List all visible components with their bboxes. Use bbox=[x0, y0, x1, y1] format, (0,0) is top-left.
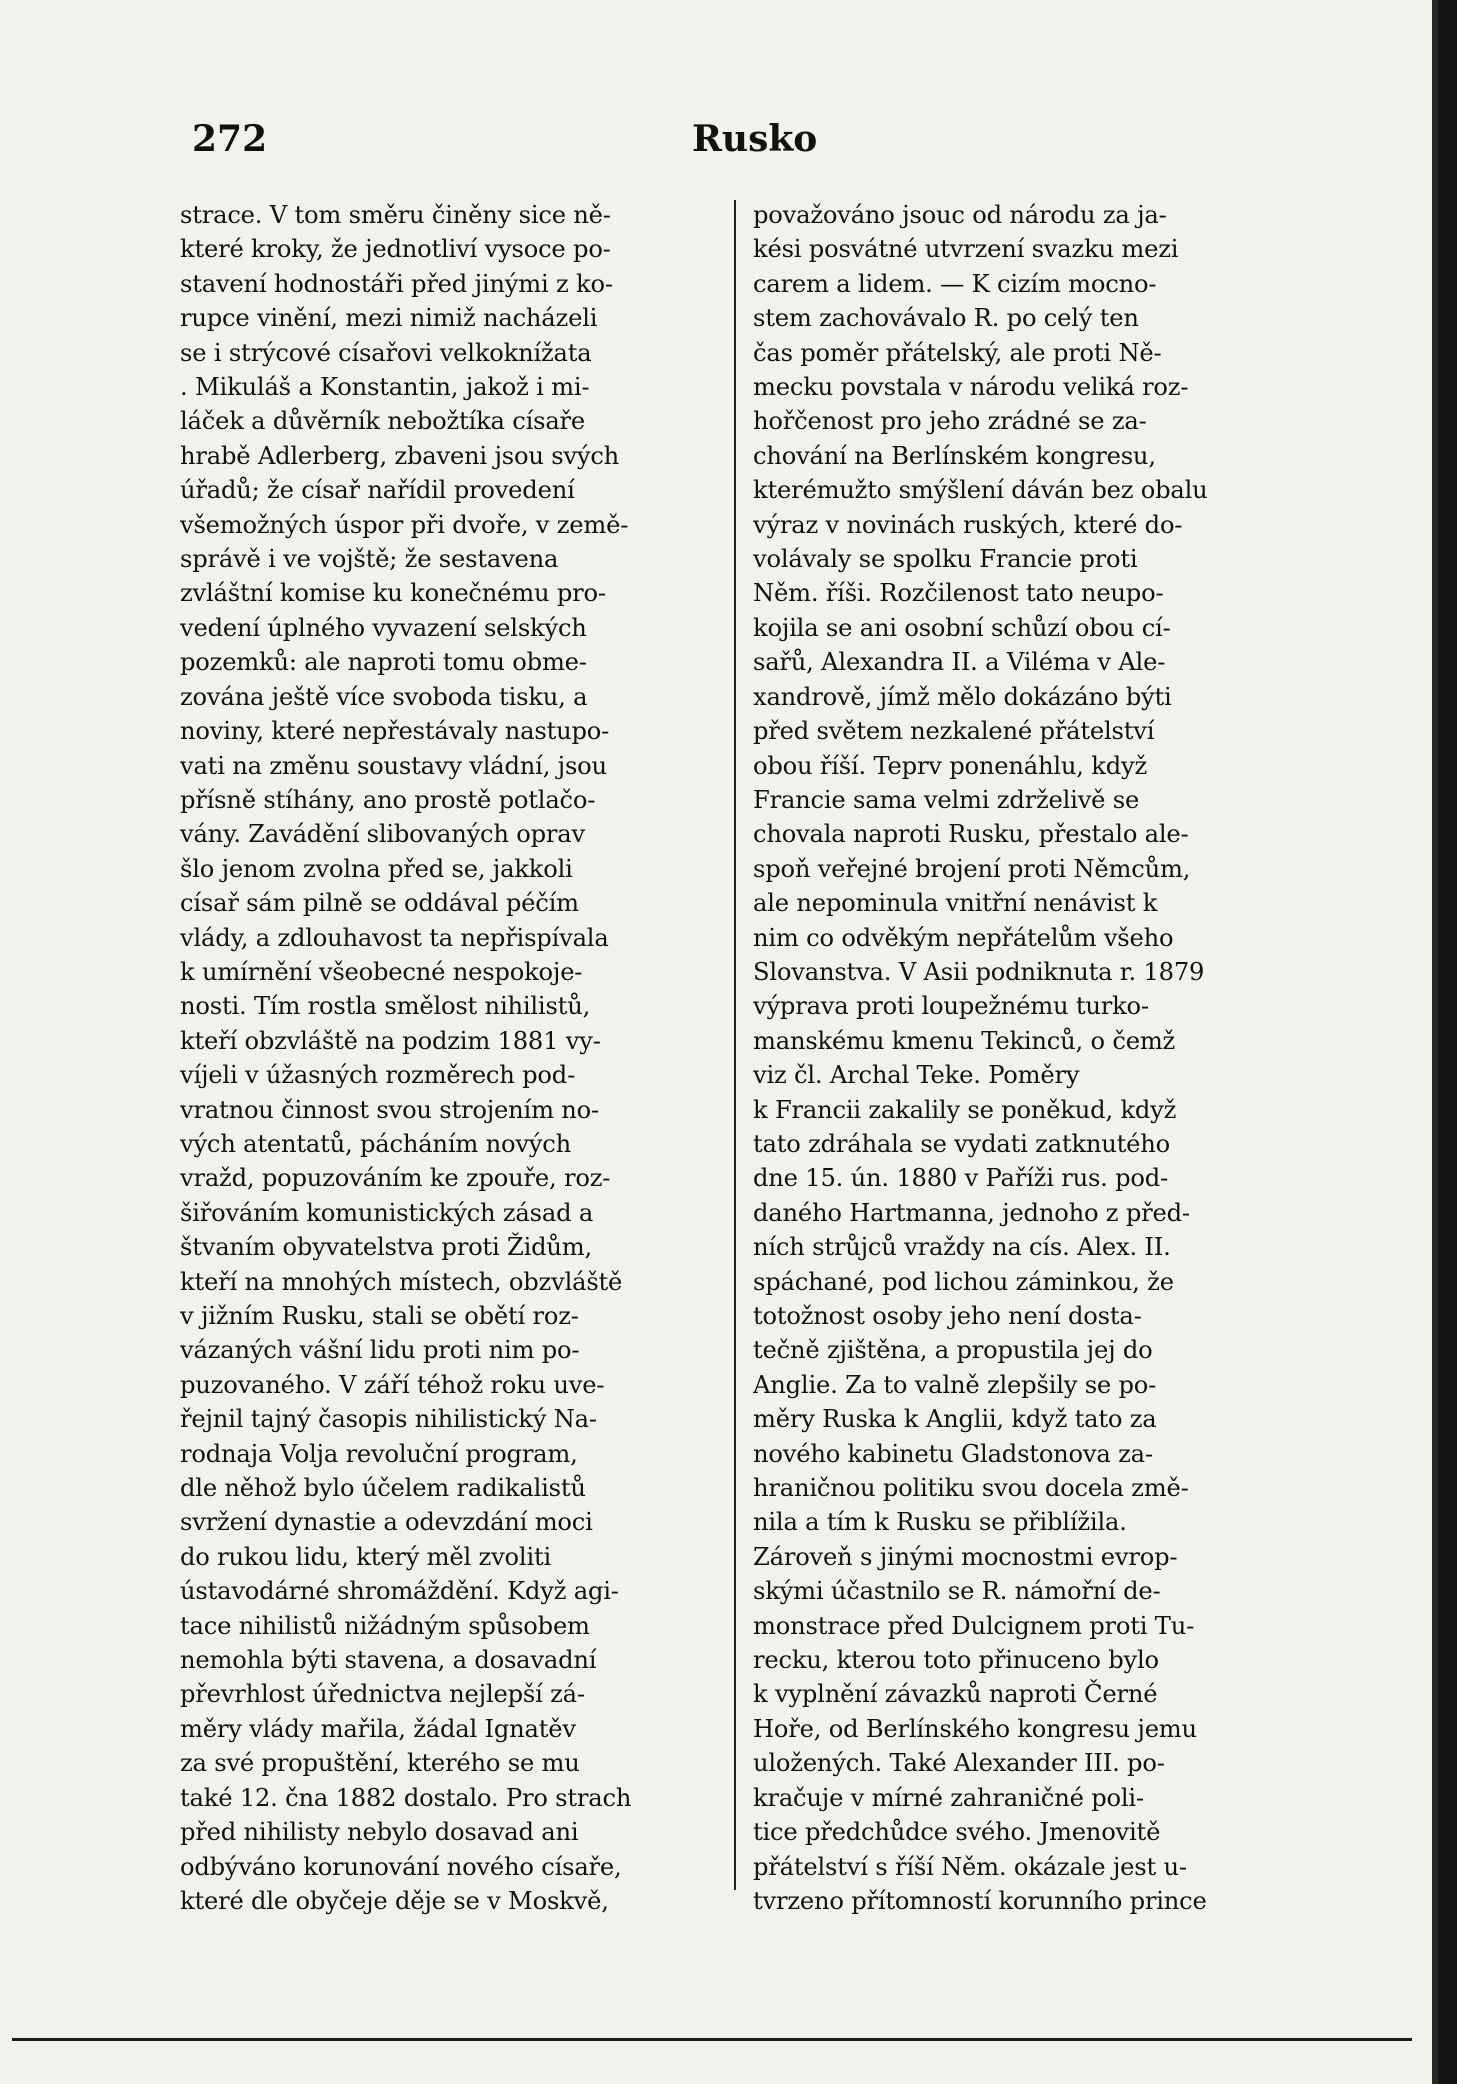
text-line: tato zdráhala se vydati zatknutého bbox=[753, 1129, 1171, 1158]
text-line: uložených. Také Alexander III. po- bbox=[753, 1749, 1165, 1778]
text-line: šiřováním komunistických zásad a bbox=[180, 1198, 594, 1227]
text-line: ústavodárné shromáždění. Když agi- bbox=[180, 1577, 619, 1606]
text-line: odbýváno korunování nového císaře, bbox=[180, 1852, 622, 1881]
text-line: štvaním obyvatelstva proti Židům, bbox=[180, 1233, 593, 1262]
text-line: kési posvátné utvrzení svazku mezi bbox=[753, 235, 1179, 264]
text-line: Anglie. Za to valně zlepšily se po- bbox=[753, 1370, 1157, 1399]
text-line: úřadů; že císař nařídil provedení bbox=[180, 476, 575, 505]
text-line: nosti. Tím rostla smělost nihilistů, bbox=[180, 992, 591, 1021]
text-line: ale nepominula vnitřní nenávist k bbox=[753, 889, 1158, 918]
text-line: carem a lidem. — K cizím mocno- bbox=[753, 269, 1157, 298]
text-line: před nihilisty nebylo dosavad ani bbox=[180, 1818, 579, 1847]
text-line: noviny, které nepřestávaly nastupo- bbox=[180, 717, 610, 746]
text-line: kterémužto smýšlení dáván bez obalu bbox=[753, 476, 1208, 505]
column-divider bbox=[734, 200, 736, 1890]
text-line: výraz v novinách ruských, které do- bbox=[753, 510, 1183, 539]
text-line: víjeli v úžasných rozměrech pod- bbox=[180, 1061, 576, 1090]
text-line: které kroky, že jednotliví vysoce po- bbox=[180, 235, 611, 264]
text-line: hrabě Adlerberg, zbaveni jsou svých bbox=[180, 441, 620, 470]
text-line: správě i ve vojště; že sestavena bbox=[180, 545, 559, 574]
text-line: sařů, Alexandra II. a Viléma v Ale- bbox=[753, 648, 1166, 677]
text-line: vražd, popuzováním ke zpouře, roz- bbox=[180, 1164, 611, 1193]
text-line: svržení dynastie a odevzdání moci bbox=[180, 1508, 593, 1537]
text-line: chování na Berlínském kongresu, bbox=[753, 441, 1156, 470]
text-line: volávaly se spolku Francie proti bbox=[753, 545, 1138, 574]
text-line: kojila se ani osobní schůzí obou cí- bbox=[753, 613, 1171, 642]
text-line: přátelství s říší Něm. okázale jest u- bbox=[753, 1852, 1187, 1881]
text-line: daného Hartmanna, jednoho z před- bbox=[753, 1198, 1190, 1227]
text-line: hraničnou politiku svou docela změ- bbox=[753, 1474, 1189, 1503]
text-line: pozemků: ale naproti tomu obme- bbox=[180, 648, 587, 677]
text-line: vati na změnu soustavy vládní, jsou bbox=[180, 751, 607, 780]
text-line: recku, kterou toto přinuceno bylo bbox=[753, 1646, 1159, 1675]
text-line: vlády, a zdlouhavost ta nepřispívala bbox=[180, 923, 609, 952]
text-line: převrhlost úřednictva nejlepší zá- bbox=[180, 1680, 585, 1709]
text-line: spáchané, pod lichou záminkou, že bbox=[753, 1267, 1174, 1296]
text-line: Něm. říši. Rozčilenost tato neupo- bbox=[753, 579, 1164, 608]
text-line: totožnost osoby jeho není dosta- bbox=[753, 1302, 1142, 1330]
text-line: kteří na mnohých místech, obzvláště bbox=[180, 1267, 623, 1296]
text-line: hořčenost pro jeho zrádné se za- bbox=[753, 407, 1147, 436]
text-line: vány. Zavádění slibovaných oprav bbox=[180, 820, 585, 849]
text-line: nila a tím k Rusku se přiblížila. bbox=[753, 1508, 1127, 1537]
text-line: Hoře, od Berlínského kongresu jemu bbox=[753, 1714, 1197, 1743]
text-line: spoň veřejné brojení proti Němcům, bbox=[753, 854, 1191, 883]
text-line: k Francii zakalily se poněkud, když bbox=[753, 1095, 1177, 1124]
text-line: šlo jenom zvolna před se, jakkoli bbox=[180, 854, 573, 883]
bottom-rule bbox=[12, 2038, 1412, 2041]
text-line: řejnil tajný časopis nihilistický Na- bbox=[180, 1405, 597, 1434]
text-line: strace. V tom směru činěny sice ně- bbox=[180, 201, 611, 229]
text-line: přísně stíhány, ano prostě potlačo- bbox=[180, 785, 596, 814]
text-line: všemožných úspor při dvoře, v země- bbox=[180, 510, 629, 539]
text-line: k vyplnění závazků naproti Černé bbox=[753, 1680, 1158, 1709]
text-line: skými účastnilo se R. námořní de- bbox=[753, 1577, 1161, 1606]
text-line: xandrově, jímž mělo dokázáno býti bbox=[753, 682, 1172, 711]
text-line: vratnou činnost svou strojením no- bbox=[180, 1095, 600, 1124]
text-line: vých atentatů, pácháním nových bbox=[180, 1129, 571, 1158]
text-line: k umírnění všeobecné nespokoje- bbox=[180, 957, 583, 986]
text-line: monstrace před Dulcignem proti Tu- bbox=[753, 1611, 1195, 1640]
text-line: viz čl. Archal Teke. Poměry bbox=[753, 1061, 1080, 1090]
text-line: dne 15. ún. 1880 v Paříži rus. pod- bbox=[753, 1164, 1169, 1193]
text-line: před světem nezkalené přátelství bbox=[753, 717, 1155, 746]
text-line: obou říší. Teprv ponenáhlu, když bbox=[753, 751, 1148, 780]
text-line: vedení úplného vyvazení selských bbox=[180, 613, 587, 642]
text-line: měry Ruska k Anglii, když tato za bbox=[753, 1405, 1157, 1434]
text-line: také 12. čna 1882 dostalo. Pro strach bbox=[180, 1783, 632, 1812]
page-header bbox=[192, 118, 1298, 168]
text-line: v jižním Rusku, stali se obětí roz- bbox=[180, 1302, 579, 1330]
text-line: kteří obzvláště na podzim 1881 vy- bbox=[180, 1026, 601, 1055]
text-line: se i strýcové císařovi velkoknížata bbox=[180, 338, 592, 367]
text-line: láček a důvěrník nebožtíka císaře bbox=[180, 407, 586, 436]
text-line: císař sám pilně se oddával péčím bbox=[180, 889, 579, 918]
text-line: Zároveň s jinými mocnostmi evrop- bbox=[753, 1542, 1178, 1571]
text-line: považováno jsouc od národu za ja- bbox=[753, 201, 1167, 229]
text-line: dle něhož bylo účelem radikalistů bbox=[180, 1474, 586, 1503]
text-line: manskému kmenu Tekinců, o čemž bbox=[753, 1026, 1176, 1055]
left-text-column bbox=[180, 198, 715, 1918]
text-line: mecku povstala v národu veliká roz- bbox=[753, 373, 1189, 402]
text-line: stavení hodnostáři před jinými z ko- bbox=[180, 269, 613, 298]
text-line: nim co odvěkým nepřátelům všeho bbox=[753, 923, 1174, 952]
page-number: 272 bbox=[192, 118, 268, 160]
text-line: tvrzeno přítomností korunního prince bbox=[753, 1886, 1207, 1915]
text-line: které dle obyčeje děje se v Moskvě, bbox=[180, 1886, 609, 1915]
text-line: rodnaja Volja revoluční program, bbox=[180, 1439, 578, 1468]
text-line: puzovaného. V září téhož roku uve- bbox=[180, 1370, 605, 1399]
text-line: rupce vinění, mezi nimiž nacházeli bbox=[180, 304, 598, 333]
text-line: zována ještě více svoboda tisku, a bbox=[180, 682, 588, 711]
text-line: tice předchůdce svého. Jmenovitě bbox=[753, 1818, 1161, 1847]
text-line: výprava proti loupežnému turko- bbox=[753, 992, 1149, 1021]
text-line: čas poměr přátelský, ale proti Ně- bbox=[753, 338, 1162, 367]
text-line: zvláštní komise ku konečnému pro- bbox=[180, 579, 606, 608]
text-line: do rukou lidu, který měl zvoliti bbox=[180, 1542, 552, 1571]
text-line: chovala naproti Rusku, přestalo ale- bbox=[753, 820, 1189, 849]
text-line: vázaných vášní lidu proti nim po- bbox=[180, 1336, 580, 1365]
text-line: tečně zjištěna, a propustila jej do bbox=[753, 1336, 1153, 1365]
text-line: kračuje v mírné zahraničné poli- bbox=[753, 1783, 1144, 1812]
text-line: . Mikuláš a Konstantin, jakož i mi- bbox=[180, 373, 590, 402]
text-line: Francie sama velmi zdrželivě se bbox=[753, 785, 1140, 814]
running-title: Rusko bbox=[692, 118, 818, 160]
text-line: ních strůjců vraždy na cís. Alex. II. bbox=[753, 1233, 1171, 1262]
text-line: tace nihilistů nižádným spůsobem bbox=[180, 1611, 590, 1640]
text-line: stem zachovávalo R. po celý ten bbox=[753, 304, 1139, 333]
right-text-column bbox=[753, 198, 1308, 1918]
text-line: nového kabinetu Gladstonova za- bbox=[753, 1439, 1153, 1468]
text-line: měry vlády mařila, žádal Ignatěv bbox=[180, 1714, 576, 1743]
text-line: nemohla býti stavena, a dosavadní bbox=[180, 1646, 597, 1675]
text-line: za své propuštění, kterého se mu bbox=[180, 1749, 580, 1778]
text-line: Slovanstva. V Asii podniknuta r. 1879 bbox=[753, 957, 1205, 986]
